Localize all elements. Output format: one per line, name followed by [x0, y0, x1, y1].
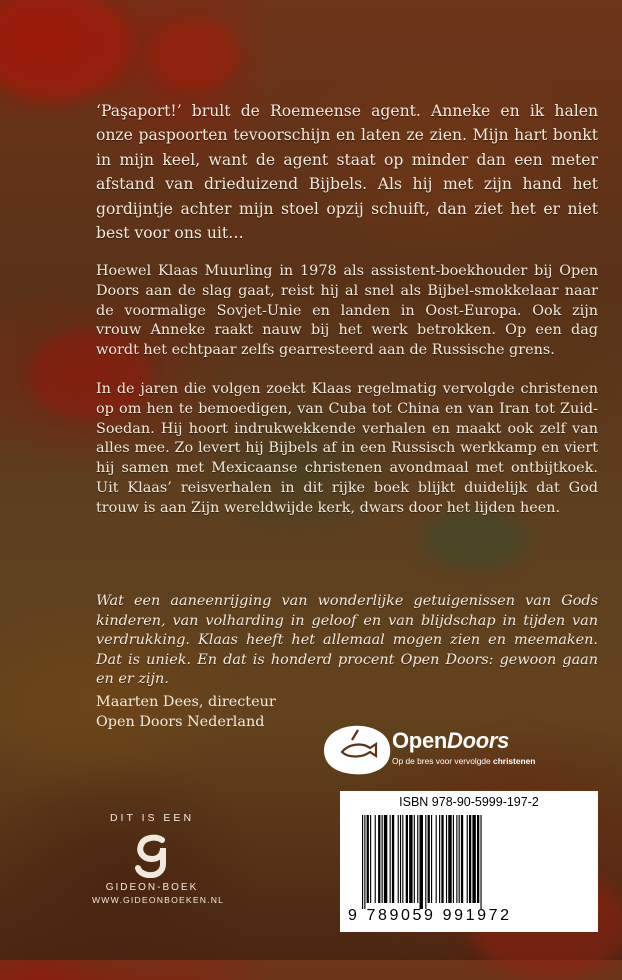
attribution-name: Maarten Dees, directeur	[96, 694, 276, 710]
barcode-stripe	[414, 815, 415, 903]
barcode-stripe	[420, 815, 423, 909]
quote-attribution	[96, 692, 276, 732]
isbn-label: ISBN 978-90-5999-197-2	[399, 795, 539, 809]
barcode-stripe	[477, 815, 479, 903]
gideon-g-icon	[132, 834, 172, 878]
paint-splat	[0, 0, 130, 100]
barcode-stripe	[390, 815, 391, 903]
barcode-stripe	[439, 815, 440, 903]
barcode-stripe	[441, 815, 443, 903]
barcode-stripe	[461, 815, 463, 903]
tagline-bold: christenen	[493, 756, 536, 766]
barcode-stripe	[378, 815, 380, 903]
barcode-stripe	[446, 815, 447, 903]
barcode-stripe	[406, 815, 408, 903]
intro-paragraph: ‘Paşaport!’ brult de Roemeense agent. Anneke en ik halen onze paspoorten tevoorschijn en laten ze zien. Mijn hart bonkt in mijn keel, want de agent staat op minder dan een meter afstand van drieduizend Bijbels. Als hij met zijn hand het gordijntje achter mijn stoel opzij schuift, dan ziet het er niet best voor ons uit…	[96, 102, 598, 243]
barcode-stripe	[400, 815, 401, 903]
barcode-stripe	[459, 815, 460, 903]
paint-splat	[420, 510, 530, 570]
barcode	[340, 791, 598, 932]
tagline-text: Op de bres voor vervolgde	[392, 756, 491, 766]
barcode-stripe	[382, 815, 383, 903]
barcode-stripe	[472, 815, 475, 903]
open-doors-tagline	[392, 756, 535, 766]
barcode-stripe	[456, 815, 457, 903]
publisher-name: GIDEON-BOEK	[105, 882, 199, 893]
barcode-stripe	[370, 815, 371, 903]
barcode-stripe	[392, 815, 394, 903]
barcode-stripe	[436, 815, 437, 903]
publisher-block	[92, 812, 225, 905]
publisher-prefix: DIT IS EEN	[109, 812, 195, 824]
barcode-stripe	[428, 815, 430, 903]
open-doors-wordmark	[392, 728, 509, 754]
barcode-stripe	[417, 815, 418, 903]
barcode-stripe	[384, 815, 387, 903]
barcode-stripe	[448, 815, 451, 903]
barcode-stripe	[367, 815, 369, 903]
publisher-url: WWW.GIDEONBOEKEN.NL	[92, 895, 225, 905]
ean-digits: 9 789059 991972	[348, 907, 512, 924]
barcode-bars	[362, 815, 578, 909]
description-paragraph-1: Hoewel Klaas Muurling in 1978 als assistent-boekhouder bij Open Doors aan de slag gaat, reist hij al snel als Bijbel-smokkelaar naar de voormalige Sovjet-Unie en landen in Oost-Europa. Ook zijn vrouw Anneke raakt nauw bij het werk betrokken. Op een dag wordt het echtpaar zelfs gearresteerd aan de Russische grens.	[96, 263, 598, 359]
barcode-stripe	[398, 815, 399, 903]
barcode-stripe	[402, 815, 403, 903]
barcode-stripe	[409, 815, 412, 903]
barcode-stripe	[364, 815, 365, 909]
barcode-stripe	[431, 815, 432, 903]
paint-splat	[150, 20, 240, 90]
wordmark-open: Open	[392, 728, 448, 753]
barcode-stripe	[480, 815, 481, 909]
endorsement-quote: Wat een aaneenrijging van wonderlijke getuigenissen van Gods kinderen, van volharding in geloof en van blijdschap in tijden van verdrukking. Klaas heeft het allemaal mogen zien en meemaken. Dat is uniek. En dat is honderd procent Open Doors: gewoon gaan en er zijn.	[96, 593, 598, 688]
barcode-stripe	[467, 815, 468, 903]
barcode-stripe	[453, 815, 454, 903]
wordmark-doors: Doors	[447, 728, 510, 753]
barcode-stripe	[425, 815, 426, 909]
attribution-org: Open Doors Nederland	[96, 714, 265, 730]
description-paragraph-2: In de jaren die volgen zoekt Klaas regelmatig vervolgde christenen op om hen te bemoedigen, van Cuba tot China en van Iran tot Zuid-Soedan. Hij hoort indrukwekkende verhalen en maakt ook zelf van alles mee. Zo levert hij Bijbels af in een Russisch werkkamp en viert hij samen met Mexicaanse christenen avondmaal met ontbijtkoek. Uit Klaas’ reisverhalen in dit rijke boek blijkt duidelijk dat God trouw is aan Zijn wereldwijde kerk, dwars door het lijden heen.	[96, 381, 598, 516]
barcode-stripe	[469, 815, 471, 903]
barcode-stripe	[375, 815, 376, 903]
barcode-stripe	[362, 815, 363, 909]
